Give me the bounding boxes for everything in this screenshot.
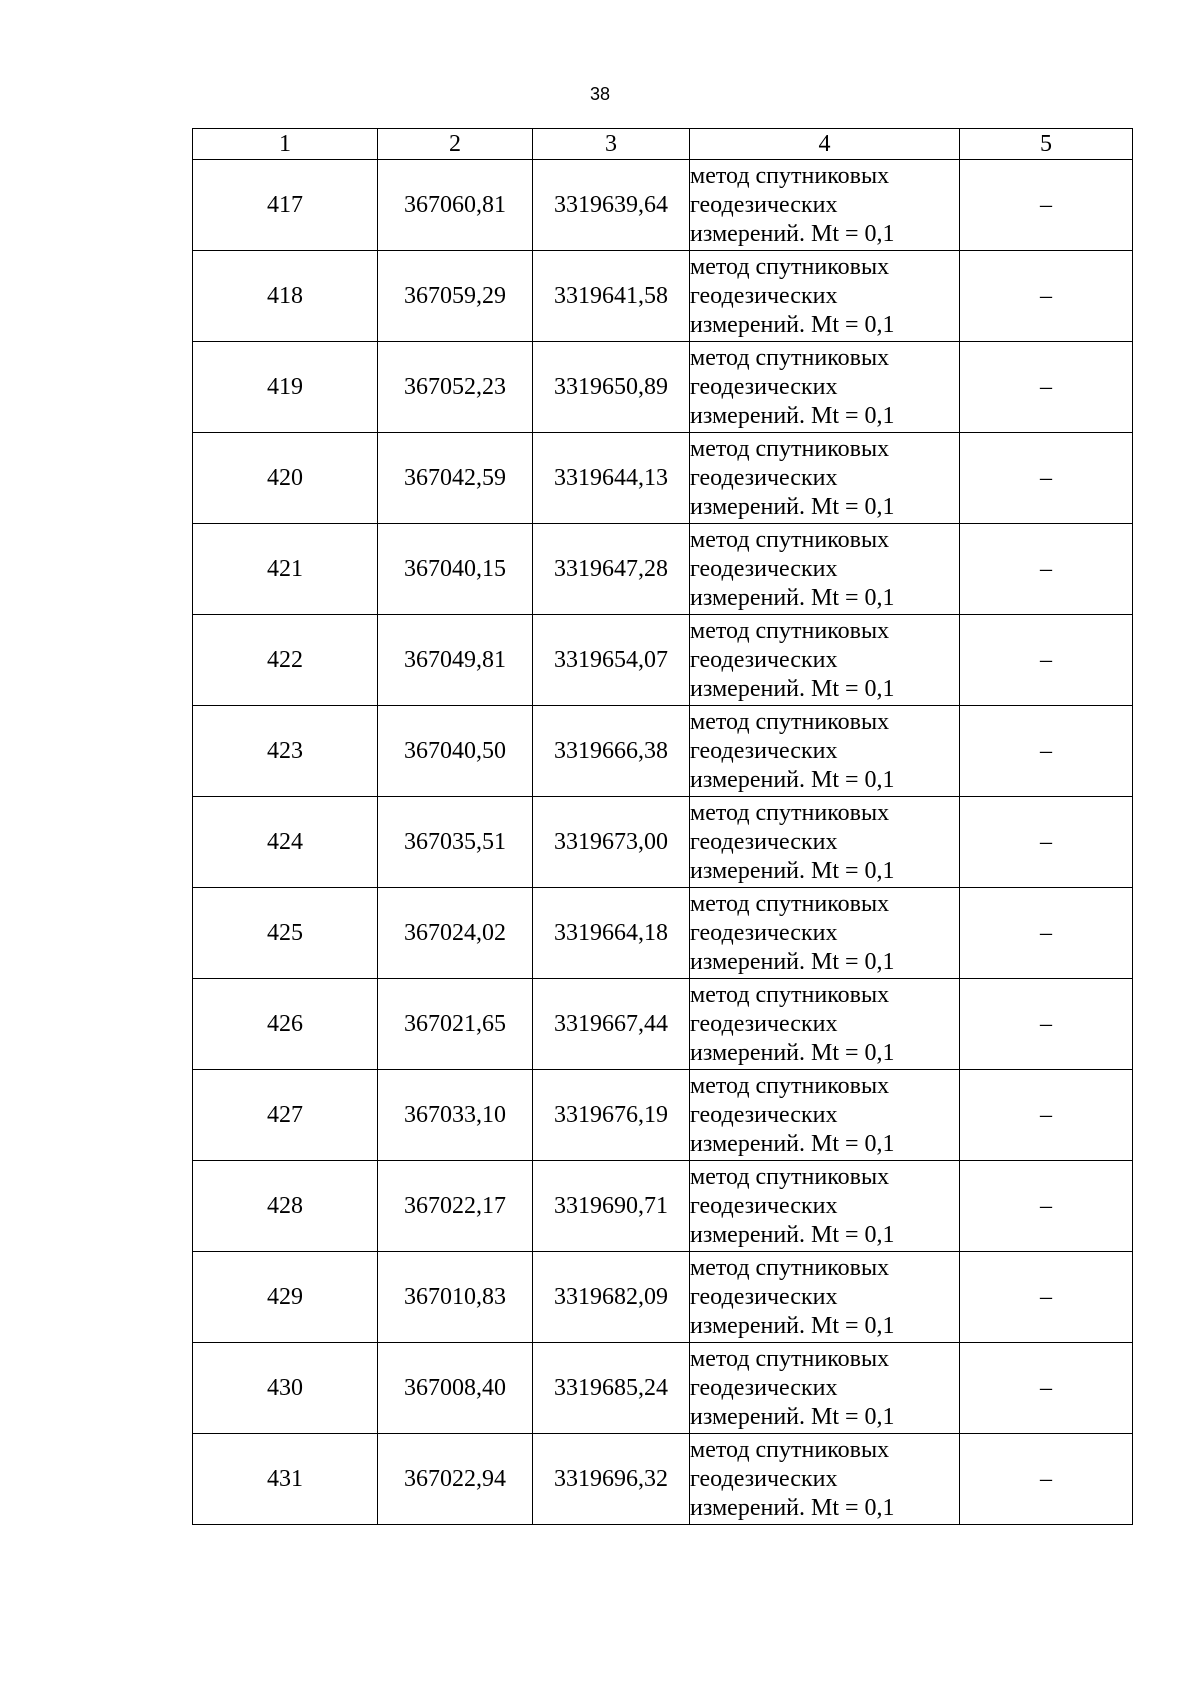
table-row [193, 888, 1133, 979]
method-text-line: метод спутниковых [690, 1436, 890, 1463]
point-number-cell: 427 [193, 1070, 378, 1161]
method-text-line: геодезических [690, 1283, 838, 1310]
x-coordinate-cell: 367060,81 [378, 160, 533, 251]
method-text-line: геодезических [690, 1010, 838, 1037]
note-dash-cell: – [960, 1252, 1133, 1343]
method-text-line: метод спутниковых [690, 890, 890, 917]
table-row [193, 251, 1133, 342]
method-text-line: геодезических [690, 828, 838, 855]
x-coordinate-cell: 367059,29 [378, 251, 533, 342]
point-number-cell: 420 [193, 433, 378, 524]
method-cell [690, 1434, 960, 1525]
note-dash-cell: – [960, 251, 1133, 342]
method-text-line: геодезических [690, 282, 838, 309]
x-coordinate-cell: 367049,81 [378, 615, 533, 706]
method-text-line: измерений. Mt = 0,1 [690, 1130, 895, 1157]
x-coordinate-cell: 367021,65 [378, 979, 533, 1070]
method-text-line: измерений. Mt = 0,1 [690, 220, 895, 247]
x-coordinate-cell: 367008,40 [378, 1343, 533, 1434]
method-text-line: геодезических [690, 919, 838, 946]
method-text-line: метод спутниковых [690, 162, 890, 189]
table-row [193, 1070, 1133, 1161]
method-text-line: геодезических [690, 737, 838, 764]
method-cell [690, 342, 960, 433]
y-coordinate-cell: 3319654,07 [533, 615, 690, 706]
x-coordinate-cell: 367022,17 [378, 1161, 533, 1252]
column-header-2: 2 [378, 129, 533, 160]
method-cell [690, 433, 960, 524]
method-text-line: измерений. Mt = 0,1 [690, 1494, 895, 1521]
y-coordinate-cell: 3319690,71 [533, 1161, 690, 1252]
y-coordinate-cell: 3319650,89 [533, 342, 690, 433]
x-coordinate-cell: 367022,94 [378, 1434, 533, 1525]
method-text-line: геодезических [690, 1374, 838, 1401]
x-coordinate-cell: 367033,10 [378, 1070, 533, 1161]
y-coordinate-cell: 3319647,28 [533, 524, 690, 615]
table-row [193, 524, 1133, 615]
note-dash-cell: – [960, 979, 1133, 1070]
table-header-row [193, 129, 1133, 160]
method-text-line: геодезических [690, 464, 838, 491]
method-text-line: геодезических [690, 1465, 838, 1492]
method-cell [690, 1343, 960, 1434]
point-number-cell: 418 [193, 251, 378, 342]
x-coordinate-cell: 367040,50 [378, 706, 533, 797]
y-coordinate-cell: 3319676,19 [533, 1070, 690, 1161]
method-cell [690, 1252, 960, 1343]
method-text-line: метод спутниковых [690, 253, 890, 280]
table-row [193, 1343, 1133, 1434]
coordinates-table [192, 128, 1133, 1525]
table-row [193, 706, 1133, 797]
table-row [193, 1161, 1133, 1252]
note-dash-cell: – [960, 797, 1133, 888]
note-dash-cell: – [960, 706, 1133, 797]
table-row [193, 433, 1133, 524]
method-cell [690, 251, 960, 342]
method-text-line: геодезических [690, 1192, 838, 1219]
method-text-line: измерений. Mt = 0,1 [690, 1403, 895, 1430]
method-cell [690, 160, 960, 251]
note-dash-cell: – [960, 1343, 1133, 1434]
table-row [193, 1252, 1133, 1343]
method-text-line: геодезических [690, 191, 838, 218]
x-coordinate-cell: 367052,23 [378, 342, 533, 433]
point-number-cell: 421 [193, 524, 378, 615]
method-text-line: измерений. Mt = 0,1 [690, 402, 895, 429]
method-text-line: геодезических [690, 1101, 838, 1128]
method-cell [690, 615, 960, 706]
note-dash-cell: – [960, 1434, 1133, 1525]
point-number-cell: 424 [193, 797, 378, 888]
point-number-cell: 430 [193, 1343, 378, 1434]
method-text-line: измерений. Mt = 0,1 [690, 675, 895, 702]
point-number-cell: 429 [193, 1252, 378, 1343]
method-text-line: измерений. Mt = 0,1 [690, 766, 895, 793]
method-cell [690, 797, 960, 888]
y-coordinate-cell: 3319667,44 [533, 979, 690, 1070]
method-cell [690, 706, 960, 797]
table-row [193, 615, 1133, 706]
y-coordinate-cell: 3319682,09 [533, 1252, 690, 1343]
method-text-line: метод спутниковых [690, 1345, 890, 1372]
method-text-line: метод спутниковых [690, 1163, 890, 1190]
y-coordinate-cell: 3319664,18 [533, 888, 690, 979]
x-coordinate-cell: 367035,51 [378, 797, 533, 888]
y-coordinate-cell: 3319666,38 [533, 706, 690, 797]
method-text-line: измерений. Mt = 0,1 [690, 948, 895, 975]
method-text-line: измерений. Mt = 0,1 [690, 311, 895, 338]
method-text-line: метод спутниковых [690, 799, 890, 826]
method-cell [690, 1161, 960, 1252]
note-dash-cell: – [960, 433, 1133, 524]
point-number-cell: 426 [193, 979, 378, 1070]
column-header-3: 3 [533, 129, 690, 160]
y-coordinate-cell: 3319673,00 [533, 797, 690, 888]
method-text-line: измерений. Mt = 0,1 [690, 857, 895, 884]
method-text-line: измерений. Mt = 0,1 [690, 1312, 895, 1339]
note-dash-cell: – [960, 1070, 1133, 1161]
x-coordinate-cell: 367040,15 [378, 524, 533, 615]
note-dash-cell: – [960, 888, 1133, 979]
x-coordinate-cell: 367010,83 [378, 1252, 533, 1343]
note-dash-cell: – [960, 1161, 1133, 1252]
y-coordinate-cell: 3319641,58 [533, 251, 690, 342]
page-number: 38 [589, 84, 611, 104]
method-text-line: метод спутниковых [690, 617, 890, 644]
note-dash-cell: – [960, 160, 1133, 251]
method-text-line: геодезических [690, 646, 838, 673]
method-cell [690, 979, 960, 1070]
method-text-line: измерений. Mt = 0,1 [690, 1039, 895, 1066]
method-text-line: измерений. Mt = 0,1 [690, 584, 895, 611]
y-coordinate-cell: 3319696,32 [533, 1434, 690, 1525]
y-coordinate-cell: 3319685,24 [533, 1343, 690, 1434]
column-header-5: 5 [960, 129, 1133, 160]
table-row [193, 160, 1133, 251]
method-cell [690, 1070, 960, 1161]
table-row [193, 979, 1133, 1070]
point-number-cell: 431 [193, 1434, 378, 1525]
point-number-cell: 419 [193, 342, 378, 433]
method-text-line: метод спутниковых [690, 435, 890, 462]
point-number-cell: 417 [193, 160, 378, 251]
table-row [193, 342, 1133, 433]
note-dash-cell: – [960, 524, 1133, 615]
y-coordinate-cell: 3319639,64 [533, 160, 690, 251]
note-dash-cell: – [960, 615, 1133, 706]
method-text-line: измерений. Mt = 0,1 [690, 493, 895, 520]
method-text-line: метод спутниковых [690, 526, 890, 553]
point-number-cell: 425 [193, 888, 378, 979]
method-text-line: метод спутниковых [690, 344, 890, 371]
method-text-line: измерений. Mt = 0,1 [690, 1221, 895, 1248]
table-row [193, 1434, 1133, 1525]
method-cell [690, 888, 960, 979]
column-header-1: 1 [193, 129, 378, 160]
y-coordinate-cell: 3319644,13 [533, 433, 690, 524]
method-text-line: метод спутниковых [690, 1254, 890, 1281]
x-coordinate-cell: 367042,59 [378, 433, 533, 524]
point-number-cell: 422 [193, 615, 378, 706]
method-text-line: метод спутниковых [690, 981, 890, 1008]
x-coordinate-cell: 367024,02 [378, 888, 533, 979]
method-text-line: метод спутниковых [690, 1072, 890, 1099]
point-number-cell: 428 [193, 1161, 378, 1252]
method-text-line: геодезических [690, 373, 838, 400]
point-number-cell: 423 [193, 706, 378, 797]
table-row [193, 797, 1133, 888]
method-cell [690, 524, 960, 615]
method-text-line: геодезических [690, 555, 838, 582]
table-body [193, 160, 1133, 1525]
note-dash-cell: – [960, 342, 1133, 433]
column-header-4: 4 [690, 129, 960, 160]
method-text-line: метод спутниковых [690, 708, 890, 735]
